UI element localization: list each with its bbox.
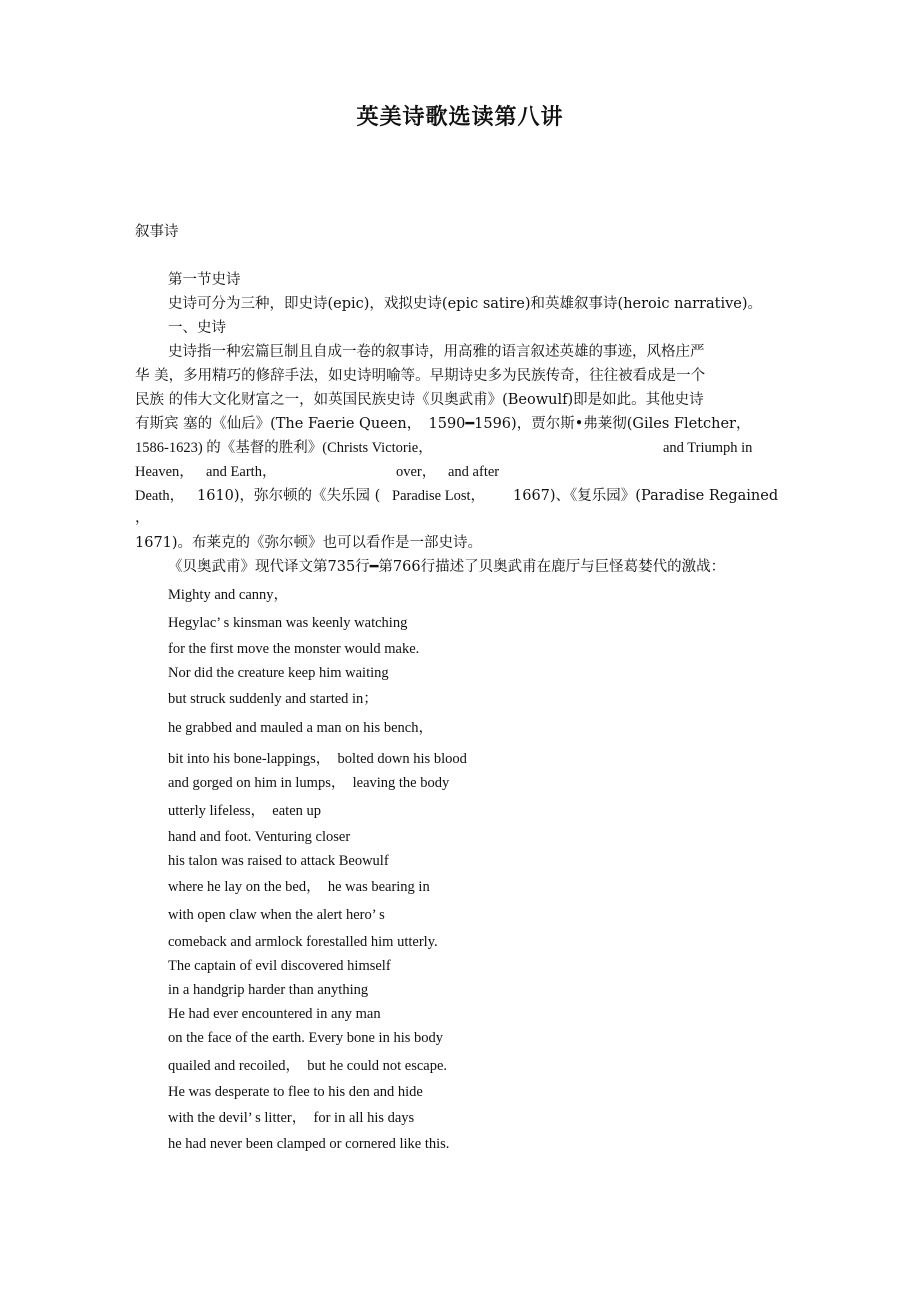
paragraph-line: over， bbox=[396, 464, 437, 480]
heading-epic: 一、史诗 bbox=[168, 320, 226, 336]
poem-line: quailed and recoiled， but he could not escape. bbox=[168, 1058, 448, 1074]
intro-paragraph: 史诗可分为三种，即史诗(epic)，戏拟史诗(epic satire)和英雄叙事诗(heroic narrative)。 bbox=[168, 296, 763, 312]
poem-line: he grabbed and mauled a man on his bench， bbox=[168, 720, 433, 736]
paragraph-line: and after bbox=[448, 464, 500, 480]
paragraph-line: 1667)、《复乐园》(Paradise Regained bbox=[513, 488, 779, 504]
poem-line: comeback and armlock forestalled him utterly. bbox=[168, 934, 438, 950]
poem-line: He was desperate to flee to his den and hide bbox=[168, 1084, 423, 1100]
section-heading: 叙事诗 bbox=[135, 224, 179, 240]
poem-line: on the face of the earth. Every bone in his body bbox=[168, 1030, 444, 1046]
poem-line: where he lay on the bed， he was bearing in bbox=[168, 879, 430, 895]
page-title: 英美诗歌选读第八讲 bbox=[356, 104, 564, 130]
poem-line: and gorged on him in lumps， leaving the body bbox=[168, 775, 450, 791]
paragraph-line: and Triumph in bbox=[663, 440, 753, 456]
poem-line: Mighty and canny， bbox=[168, 587, 289, 603]
poem-line: Hegylac’ s kinsman was keenly watching bbox=[168, 615, 408, 631]
poem-line: his talon was raised to attack Beowulf bbox=[168, 853, 389, 869]
paragraph-line: 史诗指一种宏篇巨制且自成一卷的叙事诗，用高雅的语言叙述英雄的事迹，风格庄严 bbox=[168, 344, 705, 360]
paragraph-line: 1671)。布莱克的《弥尔顿》也可以看作是一部史诗。 bbox=[135, 535, 483, 551]
paragraph-line: Death， bbox=[135, 488, 185, 504]
paragraph-line: and Earth， bbox=[206, 464, 277, 480]
paragraph-line: 1586-1623) 的《基督的胜利》(Christs Victorie， bbox=[135, 440, 433, 456]
poem-intro: 《贝奥武甫》现代译文第735行━第766行描述了贝奥武甫在鹿厅与巨怪葛婪代的激战： bbox=[168, 559, 726, 575]
paragraph-line: Paradise Lost， bbox=[392, 488, 486, 504]
poem-line: for the first move the monster would make. bbox=[168, 641, 420, 657]
poem-line: The captain of evil discovered himself bbox=[168, 958, 391, 974]
poem-line: but struck suddenly and started in； bbox=[168, 691, 378, 707]
poem-line: in a handgrip harder than anything bbox=[168, 982, 369, 998]
poem-line: with open claw when the alert hero’ s bbox=[168, 907, 385, 923]
paragraph-line: ， bbox=[135, 510, 150, 526]
poem-line: utterly lifeless， eaten up bbox=[168, 803, 322, 819]
paragraph-line: 1610)，弥尔顿的《失乐园 ( bbox=[197, 488, 381, 504]
subsection-heading: 第一节史诗 bbox=[168, 272, 241, 288]
poem-line: hand and foot. Venturing closer bbox=[168, 829, 351, 845]
poem-line: with the devil’ s litter， for in all his days bbox=[168, 1110, 415, 1126]
poem-line: He had ever encountered in any man bbox=[168, 1006, 381, 1022]
poem-line: bit into his bone-lappings， bolted down his blood bbox=[168, 751, 467, 767]
paragraph-line: Heaven， bbox=[135, 464, 194, 480]
poem-line: Nor did the creature keep him waiting bbox=[168, 665, 389, 681]
poem-line: he had never been clamped or cornered like this. bbox=[168, 1136, 450, 1152]
paragraph-line: 民族 的伟大文化财富之一，如英国民族史诗《贝奥武甫》(Beowulf)即是如此。其他史诗 bbox=[135, 392, 704, 408]
paragraph-line: 有斯宾 塞的《仙后》(The Faerie Queen， 1590━1596)，贾尔斯•弗莱彻(Giles Fletcher， bbox=[135, 416, 751, 432]
paragraph-line: 华 美，多用精巧的修辞手法，如史诗明喻等。早期诗史多为民族传奇，往往被看成是一个 bbox=[135, 368, 706, 384]
